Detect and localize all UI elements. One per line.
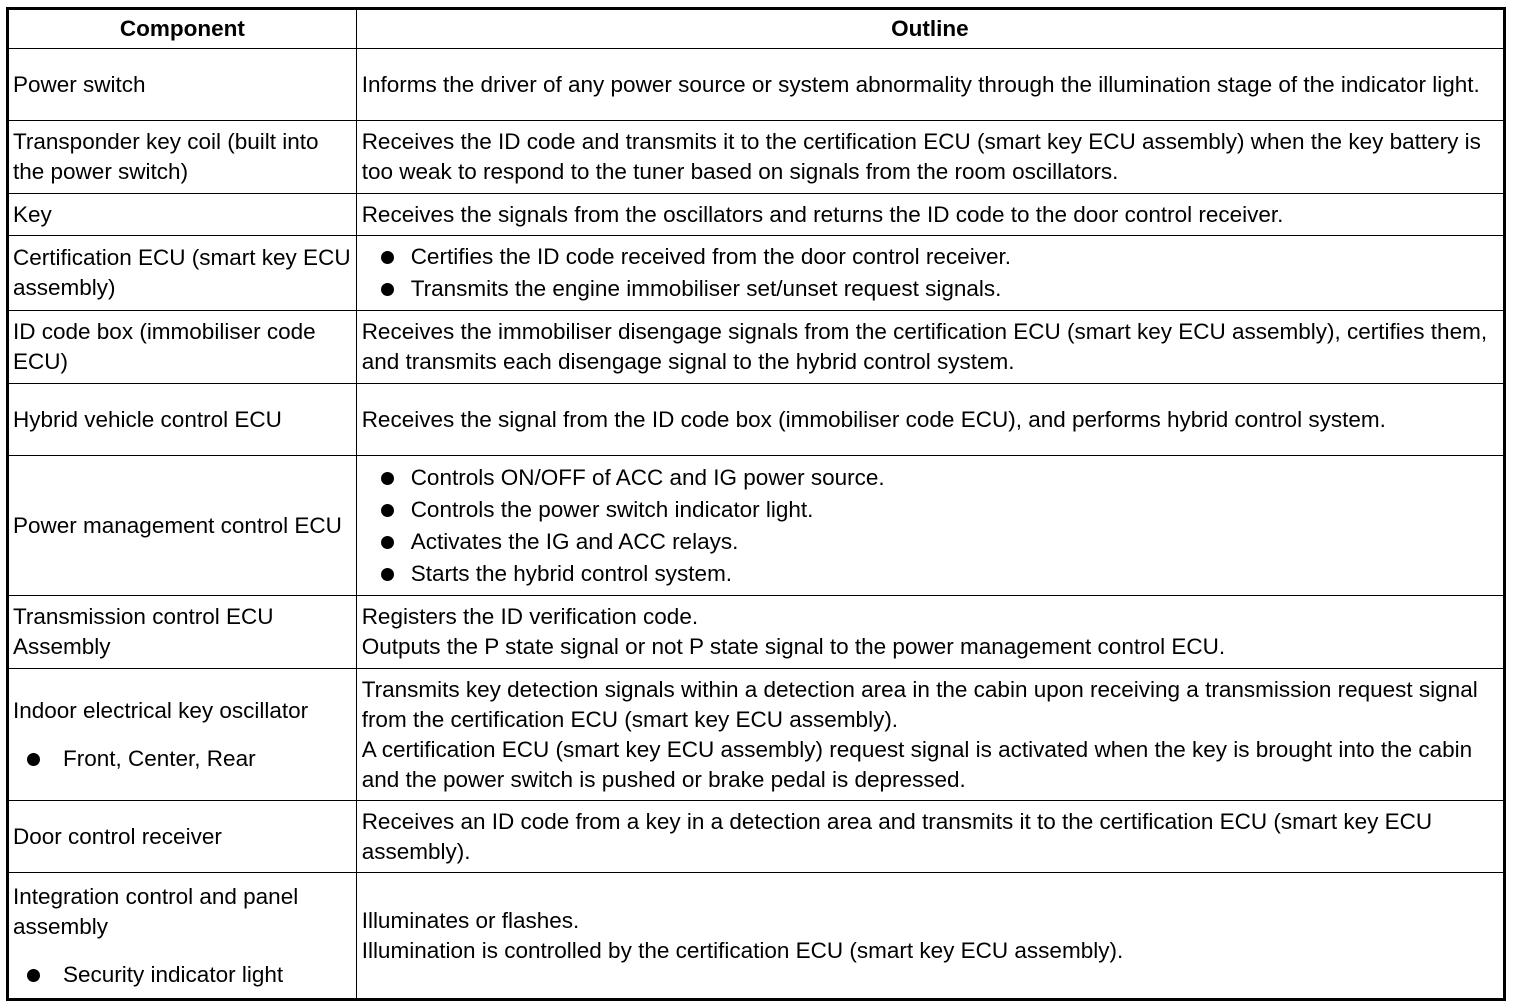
outline-cell [356, 873, 1504, 1000]
bullet-icon [27, 753, 40, 766]
list-item [362, 463, 1499, 493]
bullet-text: Starts the hybrid control system. [410, 560, 733, 586]
table-row [8, 194, 1505, 236]
outline-text: Illuminates or flashes. [361, 907, 580, 933]
component-name: Hybrid vehicle control ECU [13, 406, 282, 432]
outline-cell [356, 311, 1504, 384]
bullet-icon [381, 283, 394, 296]
outline-text: Registers the ID verification code. [361, 604, 699, 629]
outline-cell [356, 384, 1504, 456]
outline-text: Transmits key detection signals within a detection area in the cabin upon receiving a transmission request signal from the certification ECU (smart key ECU assembly). [361, 676, 1478, 732]
outline-cell [356, 49, 1504, 121]
outline-cell [356, 194, 1504, 236]
table-row [8, 311, 1505, 384]
table-row [8, 121, 1505, 194]
outline-text: Receives the immobiliser disengage signals from the certification ECU (smart key ECU assembly), certifies them, and transmits each disengage signal to the hybrid control system. [361, 319, 1488, 374]
outline-cell [356, 236, 1504, 311]
table-body [8, 49, 1505, 1000]
component-cell [8, 456, 357, 596]
bullet-icon [381, 568, 394, 581]
component-sub-text: Security indicator light [63, 961, 284, 987]
list-item [362, 274, 1499, 304]
header-component: Component [8, 9, 357, 49]
outline-cell [356, 456, 1504, 596]
component-sub-item [13, 744, 352, 774]
bullet-text: Controls the power switch indicator light. [410, 496, 814, 522]
table-row [8, 873, 1505, 1000]
bullet-icon [381, 536, 394, 549]
bullet-icon [381, 251, 394, 264]
component-name: Integration control and panel assembly [13, 883, 299, 939]
outline-bullet-list [362, 463, 1499, 589]
component-sub-item [13, 960, 352, 990]
bullet-icon [27, 969, 40, 982]
list-item [362, 495, 1499, 525]
component-outline-table [6, 7, 1506, 1001]
list-item [362, 527, 1499, 557]
bullet-text: Controls ON/OFF of ACC and IG power source. [410, 464, 885, 490]
list-item [362, 559, 1499, 589]
component-name: Key [13, 201, 52, 227]
component-name: Door control receiver [13, 823, 222, 849]
component-name: Transmission control ECU Assembly [13, 604, 274, 659]
outline-text: Receives the signals from the oscillators and returns the ID code to the door control receiver. [361, 201, 1284, 227]
outline-bullet-list [362, 242, 1499, 304]
bullet-icon [381, 504, 394, 517]
outline-text: A certification ECU (smart key ECU assembly) request signal is activated when the key is brought into the cabin and the power switch is pushed or brake pedal is depressed. [361, 736, 1473, 792]
outline-text: Receives an ID code from a key in a detection area and transmits it to the certification ECU (smart key ECU assembly). [361, 808, 1433, 864]
component-cell [8, 49, 357, 121]
outline-cell [356, 801, 1504, 873]
outline-text: Informs the driver of any power source or system abnormality through the illumination stage of the indicator light. [361, 71, 1480, 97]
component-cell [8, 236, 357, 311]
component-cell [8, 596, 357, 669]
component-cell [8, 873, 357, 1000]
outline-text: Receives the ID code and transmits it to the certification ECU (smart key ECU assembly) when the key battery is too weak to respond to the tuner based on signals from the room oscillators. [361, 129, 1481, 184]
component-name: Power switch [13, 71, 146, 97]
component-name: ID code box (immobiliser code ECU) [13, 319, 316, 374]
table-row [8, 596, 1505, 669]
component-name: Certification ECU (smart key ECU assembly) [13, 245, 351, 300]
component-name: Power management control ECU [13, 512, 342, 538]
outline-cell [356, 669, 1504, 801]
table-row [8, 384, 1505, 456]
component-sub-text: Front, Center, Rear [63, 745, 256, 771]
component-cell [8, 801, 357, 873]
bullet-text: Transmits the engine immobiliser set/unset request signals. [410, 276, 1002, 301]
component-cell [8, 194, 357, 236]
component-name: Indoor electrical key oscillator [13, 697, 309, 723]
table-header-row [8, 9, 1505, 49]
component-cell [8, 669, 357, 801]
table-row [8, 456, 1505, 596]
table-row [8, 669, 1505, 801]
outline-text: Illumination is controlled by the certification ECU (smart key ECU assembly). [361, 937, 1124, 963]
outline-cell [356, 596, 1504, 669]
table-row [8, 801, 1505, 873]
component-cell [8, 384, 357, 456]
bullet-text: Activates the IG and ACC relays. [410, 528, 739, 554]
outline-text: Receives the signal from the ID code box (immobiliser code ECU), and performs hybrid control system. [361, 406, 1386, 432]
bullet-icon [381, 472, 394, 485]
list-item [362, 242, 1499, 272]
bullet-text: Certifies the ID code received from the door control receiver. [410, 244, 1011, 269]
component-cell [8, 311, 357, 384]
outline-text: Outputs the P state signal or not P state signal to the power management control ECU. [361, 634, 1226, 659]
component-cell [8, 121, 357, 194]
outline-cell [356, 121, 1504, 194]
table-row [8, 236, 1505, 311]
header-outline: Outline [356, 9, 1504, 49]
table-row [8, 49, 1505, 121]
component-name: Transponder key coil (built into the power switch) [13, 129, 319, 184]
